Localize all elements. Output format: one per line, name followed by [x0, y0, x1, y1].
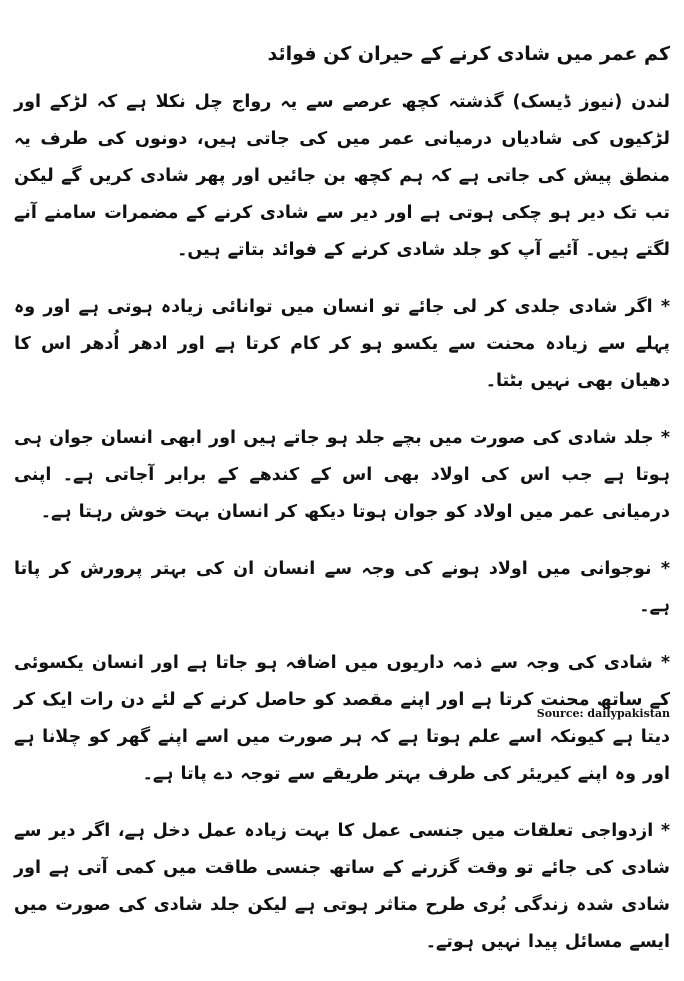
article [14, 8, 670, 981]
paragraph-intro: لندن (نیوز ڈیسک) گذشتہ کچھ عرصے سے یہ رواج چل نکلا ہے کہ لڑکے اور لڑکیوں کی شادیاں درمیانی عمر میں کی جاتی ہیں، دونوں کی طرف یہ منطق پیش کی جاتی ہے کہ ہم کچھ بن جائیں اور پھر شادی کریں گے لیکن تب تک دیر ہو چکی ہوتی ہے اور دیر سے شادی کرنے کے مضمرات سامنے آنے لگتے ہیں۔ آئیے آپ کو جلد شادی کرنے کے فوائد بتاتے ہیں۔ [14, 92, 670, 260]
paragraph-marital: * ازدواجی تعلقات میں جنسی عمل کا بہت زیادہ عمل دخل ہے، اگر دیر سے شادی کی جائے تو وقت گزرنے کے ساتھ جنسی طاقت میں کمی آتی ہے اور شادی شدہ زندگی بُری طرح متاثر ہوتی ہے لیکن جلد شادی کی صورت میں ایسے مسائل پیدا نہیں ہوتے۔ [14, 821, 670, 952]
paragraph-energy: * اگر شادی جلدی کر لی جائے تو انسان میں توانائی زیادہ ہوتی ہے اور وہ پہلے سے زیادہ محنت سے یکسو ہو کر کام کرتا ہے اور ادھر اُدھر اس کا دھیان بھی نہیں بٹتا۔ [14, 297, 670, 391]
paragraph-children: * جلد شادی کی صورت میں بچے جلد ہو جاتے ہیں اور ابھی انسان جوان ہی ہوتا ہے جب اس کی اولاد بھی اس کے کندھے کے برابر آجاتی ہے۔ اپنی درمیانی عمر میں اولاد کو جوان ہوتا دیکھ کر انسان بہت خوش رہتا ہے۔ [14, 428, 670, 522]
source-credit: Source: dailypakistan [536, 707, 670, 720]
article-title: کم عمر میں شادی کرنے کے حیران کن فوائد [267, 43, 670, 65]
paragraph-upbringing: * نوجوانی میں اولاد ہونے کی وجہ سے انسان ان کی بہتر پرورش کر پاتا ہے۔ [14, 559, 670, 616]
paragraph-responsibility: * شادی کی وجہ سے ذمہ داریوں میں اضافہ ہو جاتا ہے اور انسان یکسوئی کے ساتھ محنت کرتا ہے اور اپنے مقصد کو حاصل کرنے کے لئے دن رات ایک کر دیتا ہے کیونکہ اسے علم ہوتا ہے کہ ہر صورت میں اسے اپنے گھر کو چلانا ہے اور وہ اپنے کیریئر کی طرف بہتر طریقے سے توجہ دے پاتا ہے۔ [14, 653, 670, 784]
